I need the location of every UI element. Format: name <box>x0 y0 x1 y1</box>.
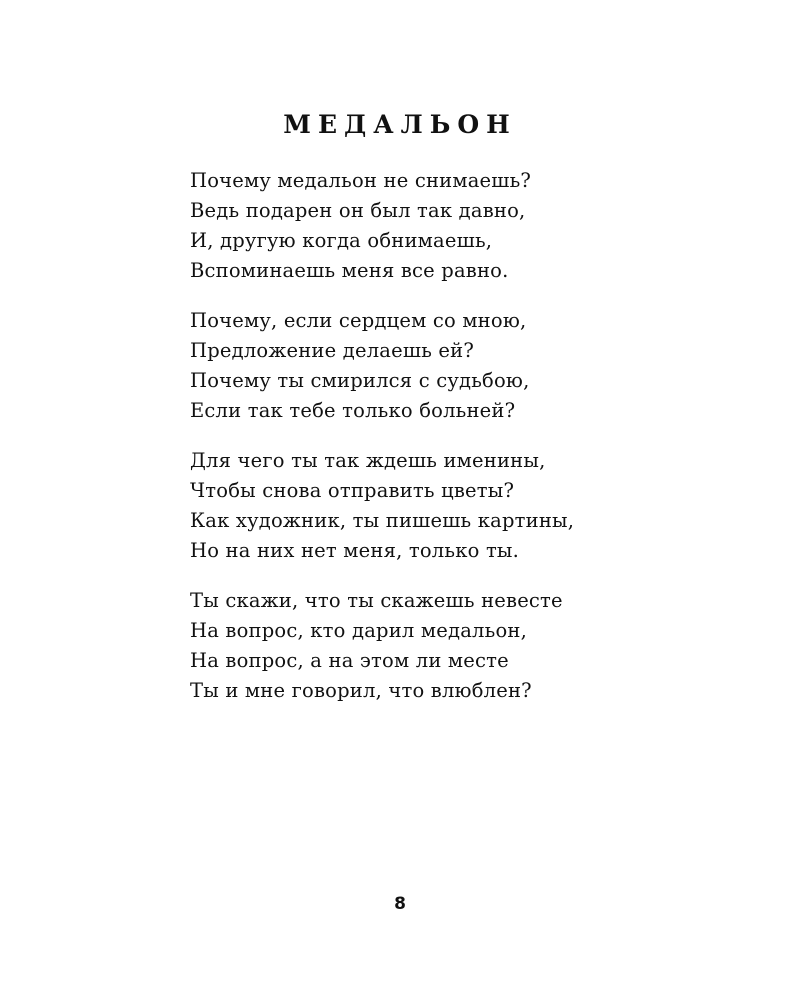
poem-line: Вспоминаешь меня все равно. <box>190 259 509 282</box>
poem-line: Если так тебе только больней? <box>190 399 516 422</box>
poem-line: И, другую когда обнимаешь, <box>190 229 493 252</box>
poem-line: Предложение делаешь ей? <box>190 339 475 362</box>
stanza <box>190 306 750 426</box>
poem-line: Ты скажи, что ты скажешь невесте <box>190 589 563 612</box>
poem-line: Почему медальон не снимаешь? <box>190 169 532 192</box>
poem-line: На вопрос, кто дарил медальон, <box>190 619 527 642</box>
poem-line: Для чего ты так ждешь именины, <box>190 449 546 472</box>
poem-line: Почему, если сердцем со мною, <box>190 309 527 332</box>
poem-line: Ведь подарен он был так давно, <box>190 199 526 222</box>
stanza <box>190 166 750 286</box>
page-number: 8 <box>394 894 406 914</box>
poem-line: Ты и мне говорил, что влюблен? <box>190 679 532 702</box>
poem-line: Чтобы снова отправить цветы? <box>190 479 515 502</box>
poem-line: На вопрос, а на этом ли месте <box>190 649 509 672</box>
poem-line: Но на них нет меня, только ты. <box>190 539 520 562</box>
poem-title: МЕДАЛЬОН <box>283 110 517 139</box>
stanza <box>190 446 750 566</box>
poem-line: Почему ты смирился с судьбою, <box>190 369 530 392</box>
stanza <box>190 586 750 706</box>
poem-body <box>190 166 750 726</box>
poem-line: Как художник, ты пишешь картины, <box>190 509 575 532</box>
